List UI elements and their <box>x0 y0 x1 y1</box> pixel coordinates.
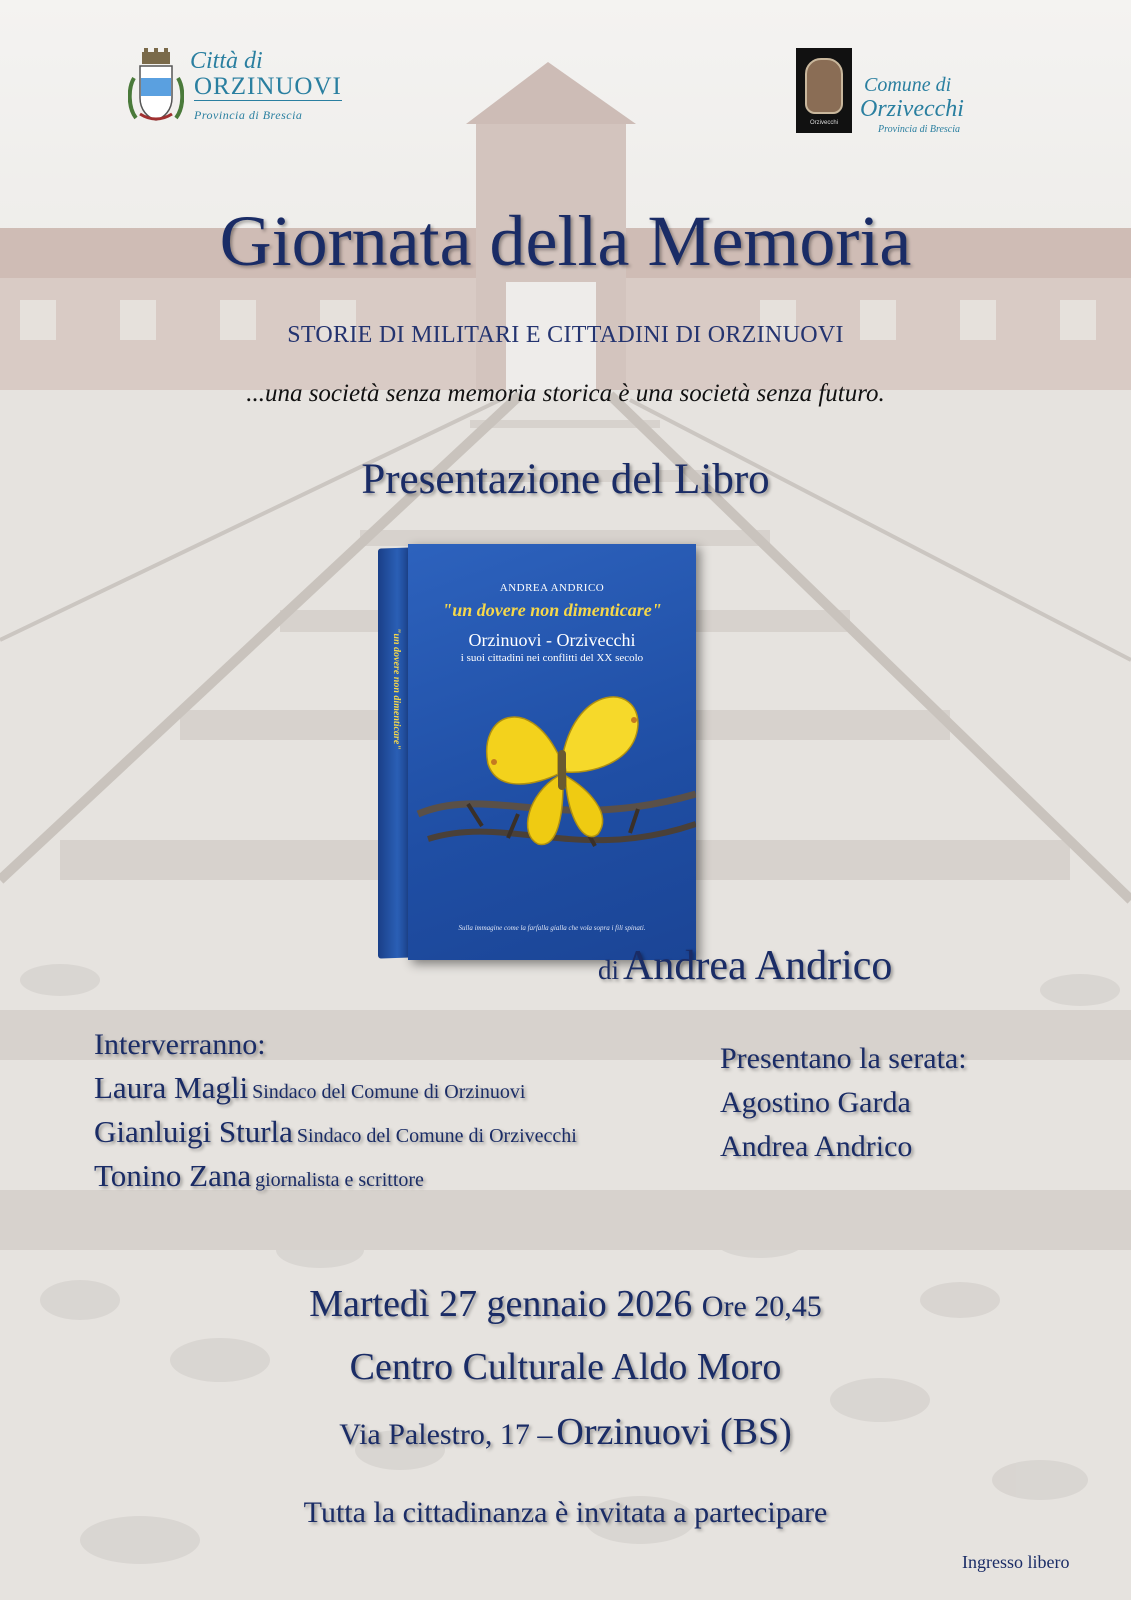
byline-prefix: di <box>598 955 620 985</box>
orzinuovi-crest-icon <box>128 48 184 124</box>
byline-author-name: Andrea Andrico <box>623 943 893 989</box>
page-title: Giornata della Memoria <box>219 201 912 281</box>
event-date-text: Martedì 27 gennaio 2026 <box>309 1283 693 1325</box>
book-subtitle: i suoi cittadini nei conflitti del XX secolo <box>460 652 644 664</box>
event-street: Via Palestro, 17 – <box>339 1418 553 1451</box>
logo-orzivecchi: Orzivecchi <box>860 96 964 122</box>
hosts-section <box>720 1042 967 1164</box>
orzivecchi-emblem-icon <box>796 48 852 133</box>
butterfly-barbed-wire-icon <box>408 664 696 924</box>
free-entry-note: Ingresso libero <box>962 1552 1070 1572</box>
speaker-row <box>94 1114 577 1150</box>
book-spine <box>378 547 410 958</box>
logo-provincia-right: Provincia di Brescia <box>878 124 961 135</box>
orzivecchi-logo <box>796 48 996 138</box>
event-city: Orzinuovi (BS) <box>556 1411 792 1453</box>
book-spine-text: "un dovere non dimenticare" <box>391 627 402 751</box>
book-quote: "un dovere non dimenticare" <box>442 600 662 620</box>
presentation-heading: Presentazione del Libro <box>361 456 770 503</box>
memory-quote: ...una società senza memoria storica è una società senza futuro. <box>246 380 885 407</box>
book-front-cover <box>408 544 696 960</box>
book-cover-image <box>378 544 698 960</box>
orzinuovi-logo <box>128 44 348 128</box>
invitation-text: Tutta la cittadinanza è invitata a partecipare <box>303 1496 828 1529</box>
event-venue: Centro Culturale Aldo Moro <box>349 1346 782 1388</box>
speaker-name: Tonino Zana <box>94 1158 252 1193</box>
speaker-name: Laura Magli <box>94 1070 249 1105</box>
emblem-caption: Orzivecchi <box>809 120 838 126</box>
hosts-heading: Presentano la serata: <box>720 1042 967 1075</box>
event-date <box>0 1282 1131 1326</box>
host-name: Agostino Garda <box>720 1086 911 1119</box>
book-byline <box>598 942 892 990</box>
book-title: Orzinuovi - Orzivecchi <box>468 630 636 650</box>
speaker-role: giornalista e scrittore <box>255 1169 424 1191</box>
speaker-row <box>94 1070 577 1106</box>
subtitle: STORIE DI MILITARI E CITTADINI DI ORZINUOVI <box>287 322 844 348</box>
book-caption: Sulla immagine come la farfalla gialla che vola sopra i fili spinati. <box>458 924 646 932</box>
logo-citta-di: Città di <box>190 48 263 74</box>
speaker-role: Sindaco del Comune di Orzinuovi <box>252 1081 526 1103</box>
event-address <box>0 1410 1131 1454</box>
book-author: ANDREA ANDRICO <box>499 582 605 594</box>
logo-provincia: Provincia di Brescia <box>194 108 303 122</box>
speakers-heading: Interverranno: <box>94 1028 266 1061</box>
speaker-name: Gianluigi Sturla <box>94 1114 293 1149</box>
speaker-row <box>94 1158 577 1194</box>
host-name: Andrea Andrico <box>720 1130 913 1163</box>
logo-comune-di: Comune di <box>864 74 952 96</box>
speaker-role: Sindaco del Comune di Orzivecchi <box>296 1125 577 1147</box>
event-time: Ore 20,45 <box>701 1290 822 1323</box>
logo-orzinuovi: ORZINUOVI <box>194 73 342 100</box>
speakers-section <box>94 1028 577 1194</box>
